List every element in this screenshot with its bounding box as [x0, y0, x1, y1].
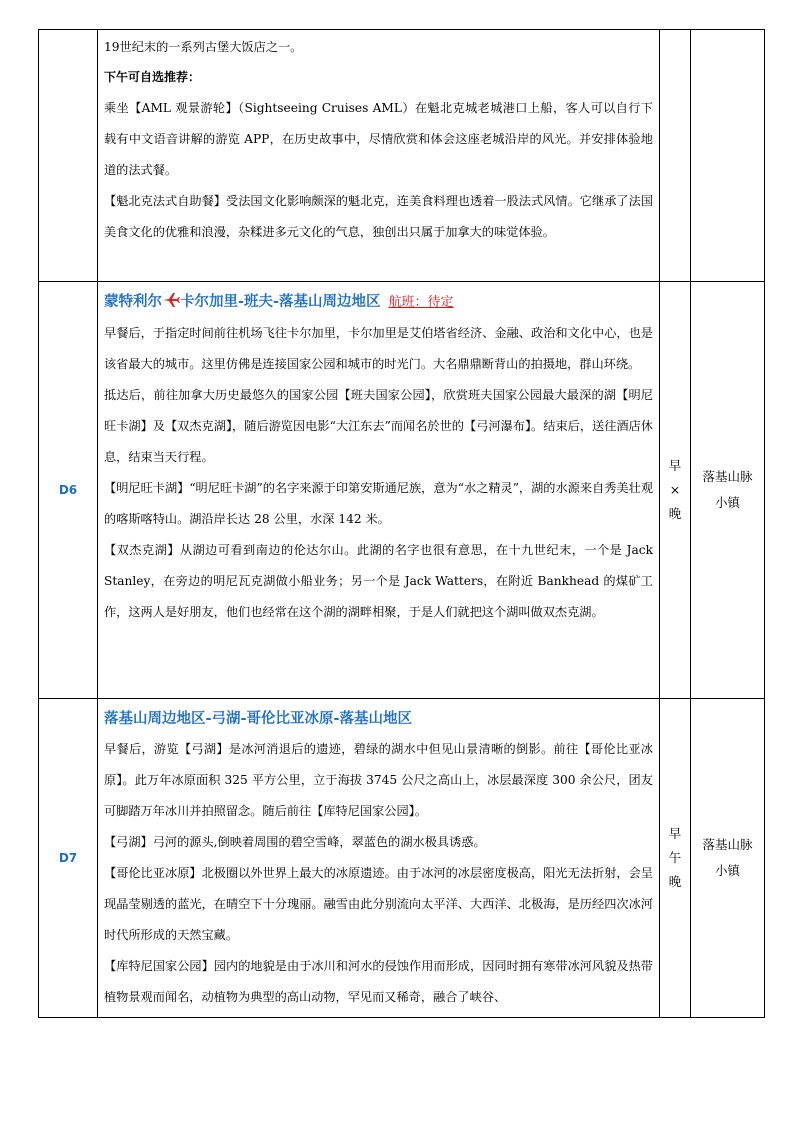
paragraph: 乘坐【AML 观景游轮】（Sightseeing Cruises AML）在魁北克城老城港口上船，客人可以自行下载有中文语音讲解的游览 APP，在历史故事中，尽情欣赏和体会这座老城沿岸的风光。并安排体验地道的法式餐。	[104, 101, 653, 177]
paragraph: 【魁北克法式自助餐】受法国文化影响颇深的魁北克，连美食料理也透着一股法式风情。它继承了法国美食文化的优雅和浪漫，杂糅进多元文化的气息，独创出只属于加拿大的味觉体验。	[104, 194, 653, 239]
meals-cell	[660, 30, 691, 282]
description-cell	[98, 30, 660, 282]
meal-breakfast: 早	[668, 826, 682, 841]
hotel-line: 小镇	[714, 495, 740, 510]
hotel-cell	[691, 30, 765, 282]
paragraph: 【库特尼国家公园】园内的地貌是由于冰川和河水的侵蚀作用而形成，因同时拥有寒带冰河风貌及热带植物景观而闻名，动植物为典型的高山动物，罕见而又稀奇，融合了峡谷、	[104, 959, 653, 1004]
airplane-icon	[162, 289, 180, 305]
optional-recommendation-heading: 下午可自选推荐：	[104, 70, 201, 84]
description-cell	[98, 699, 660, 1018]
paragraph: 【明尼旺卡湖】“明尼旺卡湖”的名字来源于印第安斯通尼族，意为“水之精灵”，湖的水源来自秀美壮观的喀斯喀特山。湖沿岸长达 28 公里，水深 142 米。	[104, 481, 653, 526]
hotel-line: 小镇	[714, 863, 740, 878]
meal-lunch: 午	[668, 850, 682, 865]
day-title: 落基山周边地区-弓湖-哥伦比亚冰原-落基山地区	[104, 711, 413, 727]
route-origin: 蒙特利尔	[104, 294, 162, 310]
itinerary-table	[38, 29, 765, 1018]
meal-dinner: 晚	[668, 506, 682, 521]
hotel-line: 落基山脉	[702, 837, 753, 852]
paragraph: 【弓湖】弓河的源头,倒映着周围的碧空雪峰，翠蓝色的湖水极具诱惑。	[104, 835, 486, 849]
hotel-line: 落基山脉	[702, 469, 753, 484]
meals-cell	[660, 699, 691, 1018]
paragraph: 抵达后，前往加拿大历史最悠久的国家公园【班夫国家公园】，欣赏班夫国家公园最大最深的湖【明尼旺卡湖】及【双杰克湖】，随后游览因电影“大江东去”而闻名於世的【弓河瀑布】。结束后，送往酒店休息，结束当天行程。	[104, 388, 653, 464]
hotel-cell	[691, 282, 765, 699]
day-label: D7	[39, 699, 98, 1018]
hotel-cell	[691, 699, 765, 1018]
paragraph: 早餐后，于指定时间前往机场飞往卡尔加里，卡尔加里是艾伯塔省经济、金融、政治和文化中心，也是该省最大的城市。这里仿佛是连接国家公园和城市的时光门。大名鼎鼎断背山的拍摄地，群山环绕。	[104, 326, 653, 371]
paragraph: 【双杰克湖】从湖边可看到南边的伦达尔山。此湖的名字也很有意思，在十九世纪末，一个是 Jack Stanley，在旁边的明尼瓦克湖做小船业务；另一个是 Jack Watters，在附近 Bankhead 的煤矿工作，这两人是好朋友，他们也经常在这个湖的湖畔相聚，于是人们就把这个湖叫做双杰克湖。	[104, 543, 653, 619]
paragraph: 【哥伦比亚冰原】北极圈以外世界上最大的冰原遗迹。由于冰河的冰层密度极高，阳光无法折射，会呈现晶莹剔透的蓝光，在晴空下十分瑰丽。融雪由此分别流向太平洋、大西洋、北极海，是历经四次冰河时代所形成的天然宝藏。	[104, 866, 653, 942]
meals-cell	[660, 282, 691, 699]
paragraph: 19世纪末的一系列古堡大饭店之一。	[104, 40, 303, 54]
itinerary-row	[39, 699, 765, 1018]
day-cell	[39, 30, 98, 282]
paragraph: 早餐后，游览【弓湖】是冰河消退后的遗迹，碧绿的湖水中但见山景清晰的倒影。前往【哥伦比亚冰原】。此万年冰原面积 325 平方公里，立于海拔 3745 公尺之高山上，冰层最深度 300 余公尺，团友可脚踏万年冰川并拍照留念。随后前往【库特尼国家公园】。	[104, 742, 653, 818]
meal-lunch: ×	[669, 482, 681, 497]
day-title	[104, 287, 653, 318]
description-cell	[98, 282, 660, 699]
day-label: D6	[39, 282, 98, 699]
itinerary-row	[39, 30, 765, 282]
meal-dinner: 晚	[668, 874, 682, 889]
route-destination: 卡尔加里-班夫-落基山周边地区	[180, 294, 381, 310]
flight-info: 航班：待定	[388, 295, 454, 310]
meal-breakfast: 早	[668, 458, 682, 473]
itinerary-row	[39, 282, 765, 699]
